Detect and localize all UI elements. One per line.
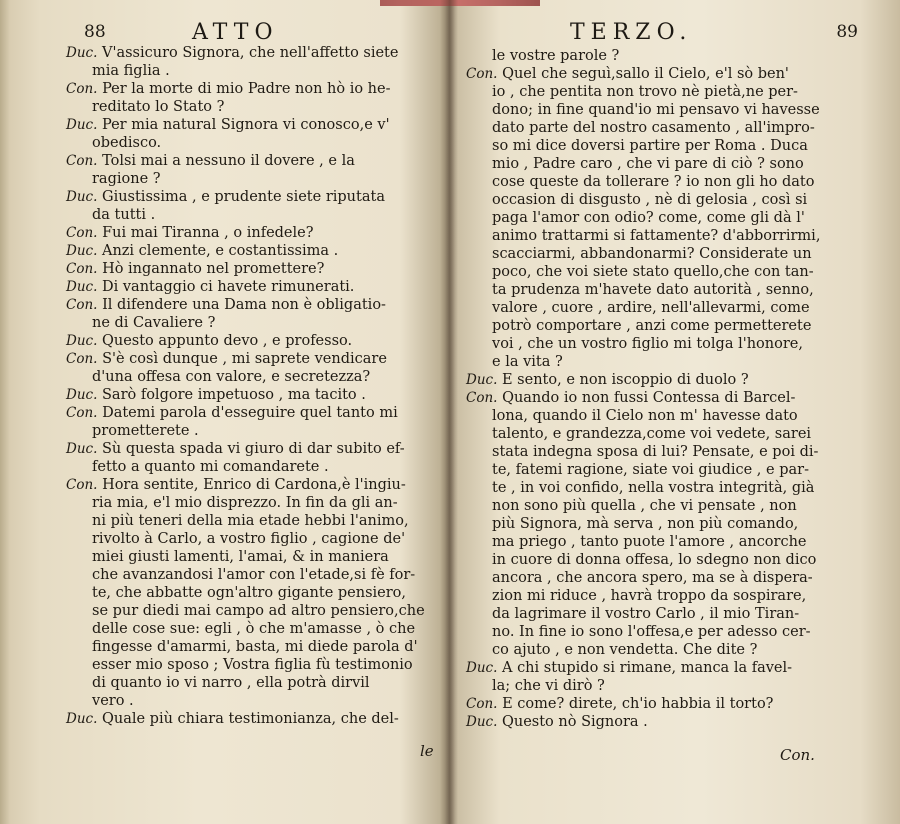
line-text: Hora sentite, Enrico di Cardona,è l'ingiu-: [102, 477, 406, 493]
text-line: [460, 695, 880, 713]
line-text: fingesse d'amarmi, basta, mi diede parola d': [92, 639, 418, 655]
line-text: occasion di disgusto , nè di gelosia , così si: [492, 192, 808, 208]
text-line: [22, 260, 440, 278]
text-line: [22, 692, 440, 710]
speaker-label: Con.: [466, 390, 498, 406]
line-text: Quale più chiara testimonianza, che del-: [101, 711, 399, 727]
line-text: da lagrimare il vostro Carlo , il mio Tiran-: [492, 606, 800, 622]
text-line: [22, 710, 440, 728]
text-line: [22, 602, 440, 620]
line-text: Anzi clemente, e costantissima .: [101, 243, 339, 259]
line-text: ma priego , tanto puote l'amore , ancorche: [492, 534, 807, 550]
line-text: esser mio sposo ; Vostra figlia fù testimonio: [92, 657, 413, 673]
left-page-number: 88: [84, 22, 106, 42]
line-text: da tutti .: [92, 207, 156, 223]
text-line: [460, 209, 880, 227]
line-text: rivolto à Carlo, a vostro figlio , cagione de': [92, 531, 406, 547]
line-text: Questo nò Signora .: [501, 714, 648, 730]
text-line: [460, 119, 880, 137]
text-line: [22, 98, 440, 116]
line-text: e la vita ?: [492, 354, 563, 370]
text-line: [22, 80, 440, 98]
line-text: A chi stupido si rimane, manca la favel-: [501, 660, 793, 676]
text-line: [22, 548, 440, 566]
line-text: V'assicuro Signora, che nell'affetto siete: [101, 45, 399, 61]
line-text: che avanzandosi l'amor con l'etade,si fè for-: [92, 567, 416, 583]
speaker-label: Duc.: [66, 243, 98, 259]
line-text: E sento, e non iscoppio di duolo ?: [501, 372, 749, 388]
text-line: [460, 317, 880, 335]
text-line: [460, 677, 880, 695]
line-text: te, fatemi ragione, siate voi giudice , e par-: [492, 462, 809, 478]
line-text: co ajuto , e non vendetta. Che dite ?: [492, 642, 758, 658]
text-line: [460, 191, 880, 209]
text-line: [460, 425, 880, 443]
text-line: [460, 101, 880, 119]
text-line: [460, 587, 880, 605]
text-line: [22, 386, 440, 404]
text-line: [22, 512, 440, 530]
left-page: [22, 0, 440, 824]
line-text: voi , che un vostro figlio mi tolga l'honore,: [492, 336, 803, 352]
line-text: miei giusti lamenti, l'amai, & in maniera: [92, 549, 389, 565]
text-line: [460, 155, 880, 173]
line-text: cose queste da tollerare ? io non gli ho dato: [492, 174, 815, 190]
speaker-label: Con.: [66, 261, 98, 277]
text-line: [460, 47, 880, 65]
text-line: [22, 404, 440, 422]
line-text: se pur diedi mai campo ad altro pensiero,che: [92, 603, 425, 619]
text-line: [460, 641, 880, 659]
speaker-label: Con.: [66, 405, 98, 421]
line-text: vero .: [92, 693, 134, 709]
speaker-label: Con.: [466, 66, 498, 82]
text-line: [460, 389, 880, 407]
text-line: [460, 461, 880, 479]
line-text: Sù questa spada vi giuro di dar subito ef-: [101, 441, 405, 457]
line-text: no. In fine io sono l'offesa,e per adesso cer-: [492, 624, 811, 640]
text-line: [22, 116, 440, 134]
speaker-label: Con.: [466, 696, 498, 712]
speaker-label: Duc.: [466, 660, 498, 676]
line-text: fetto a quanto mi comandarete .: [92, 459, 329, 475]
line-text: Hò ingannato nel promettere?: [102, 261, 325, 277]
line-text: io , che pentita non trovo nè pietà,ne per-: [492, 84, 798, 100]
speaker-label: Con.: [66, 225, 98, 241]
speaker-label: Duc.: [466, 714, 498, 730]
line-text: Quando io non fussi Contessa di Barcel-: [502, 390, 796, 406]
text-line: [22, 530, 440, 548]
text-line: [22, 296, 440, 314]
text-line: [460, 263, 880, 281]
line-text: in cuore di donna offesa, lo sdegno non dico: [492, 552, 817, 568]
line-text: Giustissima , e prudente siete riputata: [101, 189, 385, 205]
text-line: [22, 638, 440, 656]
book-gutter: [440, 0, 458, 824]
text-line: [460, 353, 880, 371]
speaker-label: Duc.: [66, 387, 98, 403]
line-text: paga l'amor con odio? come, come gli dà l': [492, 210, 805, 226]
text-line: [22, 134, 440, 152]
line-text: te, che abbatte ogn'altro gigante pensiero,: [92, 585, 407, 601]
line-text: lona, quando il Cielo non m' havesse dato: [492, 408, 798, 424]
speaker-label: Duc.: [66, 711, 98, 727]
line-text: dato parte del nostro casamento , all'impro-: [492, 120, 815, 136]
text-line: [460, 569, 880, 587]
right-page-number: 89: [836, 22, 858, 42]
line-text: Per mia natural Signora vi conosco,e v': [101, 117, 390, 133]
line-text: Il difendere una Dama non è obligatio-: [102, 297, 386, 313]
speaker-label: Duc.: [466, 372, 498, 388]
line-text: Di vantaggio ci havete rimunerati.: [101, 279, 355, 295]
line-text: reditato lo Stato ?: [92, 99, 225, 115]
speaker-label: Duc.: [66, 279, 98, 295]
line-text: so mi dice doversi partire per Roma . Duca: [492, 138, 808, 154]
line-text: Datemi parola d'esseguire quel tanto mi: [102, 405, 398, 421]
text-line: [460, 371, 880, 389]
line-text: Tolsi mai a nessuno il dovere , e la: [102, 153, 355, 169]
line-text: ragione ?: [92, 171, 161, 187]
line-text: ne di Cavaliere ?: [92, 315, 216, 331]
text-line: [460, 173, 880, 191]
left-catchword: le: [420, 742, 434, 760]
text-line: [22, 62, 440, 80]
text-line: [22, 206, 440, 224]
line-text: Per la morte di mio Padre non hò io he-: [102, 81, 391, 97]
line-text: la; che vi dirò ?: [492, 678, 605, 694]
text-line: [22, 674, 440, 692]
speaker-label: Con.: [66, 297, 98, 313]
text-line: [22, 476, 440, 494]
speaker-label: Duc.: [66, 441, 98, 457]
text-line: [460, 497, 880, 515]
line-text: animo trattarmi si fattamente? d'abborrirmi,: [492, 228, 821, 244]
line-text: ta prudenza m'havete dato autorità , senno,: [492, 282, 814, 298]
text-line: [460, 83, 880, 101]
text-line: [22, 584, 440, 602]
text-line: [460, 227, 880, 245]
line-text: potrò comportare , anzi come permetterete: [492, 318, 812, 334]
text-line: [460, 281, 880, 299]
speaker-label: Con.: [66, 81, 98, 97]
text-line: [22, 242, 440, 260]
text-line: [22, 188, 440, 206]
line-text: mio , Padre caro , che vi pare di ciò ? sono: [492, 156, 804, 172]
speaker-label: Duc.: [66, 333, 98, 349]
line-text: Sarò folgore impetuoso , ma tacito .: [101, 387, 366, 403]
right-page-header: [460, 20, 880, 48]
speaker-label: Con.: [66, 351, 98, 367]
line-text: ria mia, e'l mio disprezzo. In fin da gli an-: [92, 495, 398, 511]
text-line: [460, 515, 880, 533]
line-text: S'è così dunque , mi saprete vendicare: [102, 351, 387, 367]
text-line: [460, 407, 880, 425]
right-page-text: [460, 47, 880, 731]
line-text: te , in voi confido, nella vostra integrità, già: [492, 480, 815, 496]
text-line: [460, 551, 880, 569]
text-line: [22, 368, 440, 386]
speaker-label: Duc.: [66, 45, 98, 61]
speaker-label: Duc.: [66, 189, 98, 205]
text-line: [22, 152, 440, 170]
text-line: [22, 44, 440, 62]
line-text: mia figlia .: [92, 63, 170, 79]
line-text: Quel che seguì,sallo il Cielo, e'l sò ben': [502, 66, 789, 82]
left-page-text: [22, 44, 440, 728]
line-text: prometterete .: [92, 423, 199, 439]
line-text: dono; in fine quand'io mi pensavo vi havesse: [492, 102, 820, 118]
speaker-label: Con.: [66, 477, 98, 493]
line-text: ancora , che ancora spero, ma se à dispera-: [492, 570, 813, 586]
text-line: [460, 335, 880, 353]
right-page: [460, 0, 880, 824]
text-line: [460, 713, 880, 731]
text-line: [460, 137, 880, 155]
line-text: non sono più quella , che vi pensate , non: [492, 498, 797, 514]
line-text: di quanto io vi narro , ella potrà dirvil: [92, 675, 370, 691]
text-line: [460, 299, 880, 317]
line-text: zion mi riduce , havrà troppo da sospirare,: [492, 588, 807, 604]
line-text: d'una offesa con valore, e secretezza?: [92, 369, 371, 385]
line-text: poco, che voi siete stato quello,che con tan-: [492, 264, 814, 280]
text-line: [22, 458, 440, 476]
line-text: E come? direte, ch'io habbia il torto?: [502, 696, 774, 712]
text-line: [460, 65, 880, 83]
text-line: [22, 656, 440, 674]
text-line: [22, 350, 440, 368]
line-text: più Signora, mà serva , non più comando,: [492, 516, 799, 532]
left-running-head: ATTO: [192, 20, 279, 45]
line-text: Fui mai Tiranna , o infedele?: [102, 225, 314, 241]
text-line: [460, 479, 880, 497]
speaker-label: Con.: [66, 153, 98, 169]
text-line: [460, 533, 880, 551]
text-line: [22, 170, 440, 188]
text-line: [460, 659, 880, 677]
text-line: [22, 332, 440, 350]
line-text: talento, e grandezza,come voi vedete, sarei: [492, 426, 812, 442]
text-line: [22, 494, 440, 512]
line-text: Questo appunto devo , e professo.: [101, 333, 353, 349]
text-line: [22, 566, 440, 584]
speaker-label: Duc.: [66, 117, 98, 133]
line-text: scacciarmi, abbandonarmi? Considerate un: [492, 246, 812, 262]
text-line: [22, 440, 440, 458]
text-line: [22, 278, 440, 296]
text-line: [460, 605, 880, 623]
text-line: [22, 422, 440, 440]
text-line: [460, 245, 880, 263]
line-text: le vostre parole ?: [492, 48, 620, 64]
line-text: obedisco.: [92, 135, 162, 151]
right-running-head: TERZO.: [570, 20, 693, 45]
text-line: [460, 623, 880, 641]
right-catchword: Con.: [780, 746, 815, 764]
text-line: [22, 314, 440, 332]
text-line: [460, 443, 880, 461]
line-text: delle cose sue: egli , ò che m'amasse , ò che: [92, 621, 416, 637]
line-text: stata indegna sposa di lui? Pensate, e poi di-: [492, 444, 819, 460]
text-line: [22, 224, 440, 242]
line-text: ni più teneri della mia etade hebbi l'animo,: [92, 513, 409, 529]
text-line: [22, 620, 440, 638]
line-text: valore , cuore , ardire, nell'allevarmi, come: [492, 300, 810, 316]
